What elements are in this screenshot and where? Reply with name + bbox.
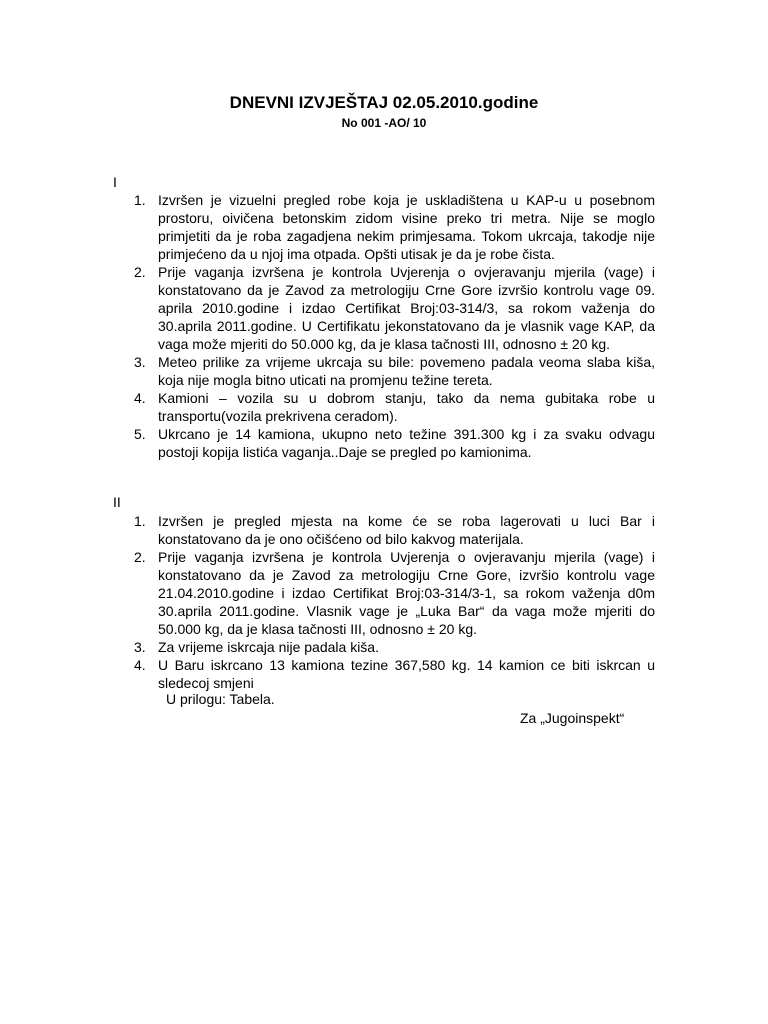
item-text: Prije vaganja izvršena je kontrola Uvjerenja o ovjeravanju mjerila (vage) i konstatovano da je Zavod za metrologiju Crne Gore, izvršio kontrolu vage 21.04.2010.godine i izdao Certifikat Broj:03-314/3-1, sa rokom važenja d0m 30.aprila 2011.godine. Vlasnik vage je „Luka Bar“ da vaga može mjeriti do 50.000 kg, da je klasa tačnosti III, odnosno ± 20 kg. bbox=[158, 549, 655, 637]
list-item bbox=[134, 353, 655, 389]
item-text: Kamioni – vozila su u dobrom stanju, tako da nema gubitaka robe u transportu(vozila prekrivena ceradom). bbox=[158, 390, 655, 424]
list-item bbox=[134, 389, 655, 425]
item-number: 2. bbox=[134, 264, 146, 280]
item-number: 1. bbox=[134, 192, 146, 208]
document-number: No 001 -AO/ 10 bbox=[341, 116, 427, 130]
item-text: Meteo prilike za vrijeme ukrcaja su bile: povemeno padala veoma slaba kiša, koja nije mogla bitno uticati na promjenu težine tereta. bbox=[158, 354, 655, 388]
item-number: 3. bbox=[134, 354, 146, 370]
list-item bbox=[134, 425, 655, 461]
list-item bbox=[134, 191, 655, 263]
attachment-note: U prilogu: Tabela. bbox=[166, 691, 275, 707]
item-number: 4. bbox=[134, 657, 146, 673]
item-number: 2. bbox=[134, 549, 146, 565]
list-item bbox=[134, 656, 655, 692]
item-number: 5. bbox=[134, 426, 146, 442]
item-text: Prije vaganja izvršena je kontrola Uvjerenja o ovjeravanju mjerila (vage) i konstatovano da je Zavod za metrologiju Crne Gore izvršio kontrolu vage 09. aprila 2010.godine i izdao Certifikat Broj:03-314/3, sa rokom važenja do 30.aprila 2011.godine. U Certifikatu jekonstatovano da je vlasnik vage KAP, da vaga može mjeriti do 50.000 kg, da je klasa tačnosti III, odnosno ± 20 kg. bbox=[158, 264, 655, 352]
document-title: DNEVNI IZVJEŠTAJ 02.05.2010.godine bbox=[229, 93, 539, 112]
item-number: 4. bbox=[134, 390, 146, 406]
item-text: Izvršen je vizuelni pregled robe koja je uskladištena u KAP-u u posebnom prostoru, oivičena betonskim zidom visine preko tri metra. Nije se moglo primjetiti da je roba zagadjena nekim primjesama. Tokom ukrcaja, takodje nije primjećeno da u njoj ima otpada. Opšti utisak je da je robe čista. bbox=[158, 192, 655, 262]
item-text: Ukrcano je 14 kamiona, ukupno neto težine 391.300 kg i za svaku odvagu postoji kopija listića vaganja..Daje se pregled po kamionima. bbox=[158, 426, 655, 460]
list-item bbox=[134, 548, 655, 638]
section-label-ii: II bbox=[113, 494, 121, 510]
item-number: 3. bbox=[134, 639, 146, 655]
item-number: 1. bbox=[134, 513, 146, 529]
list-item bbox=[134, 638, 655, 656]
list-item bbox=[134, 263, 655, 353]
section-i-list bbox=[134, 191, 655, 461]
item-text: Za vrijeme iskrcaja nije padala kiša. bbox=[158, 639, 379, 655]
item-text: U Baru iskrcano 13 kamiona tezine 367,580 kg. 14 kamion ce biti iskrcan u sledecoj smjeni bbox=[158, 657, 655, 691]
section-label-i: I bbox=[113, 174, 117, 190]
list-item bbox=[134, 512, 655, 548]
section-ii-list bbox=[134, 512, 655, 692]
signature: Za „Jugoinspekt“ bbox=[520, 710, 625, 726]
item-text: Izvršen je pregled mjesta na kome će se roba lagerovati u luci Bar i konstatovano da je ono očišćeno od bilo kakvog materijala. bbox=[158, 513, 655, 547]
